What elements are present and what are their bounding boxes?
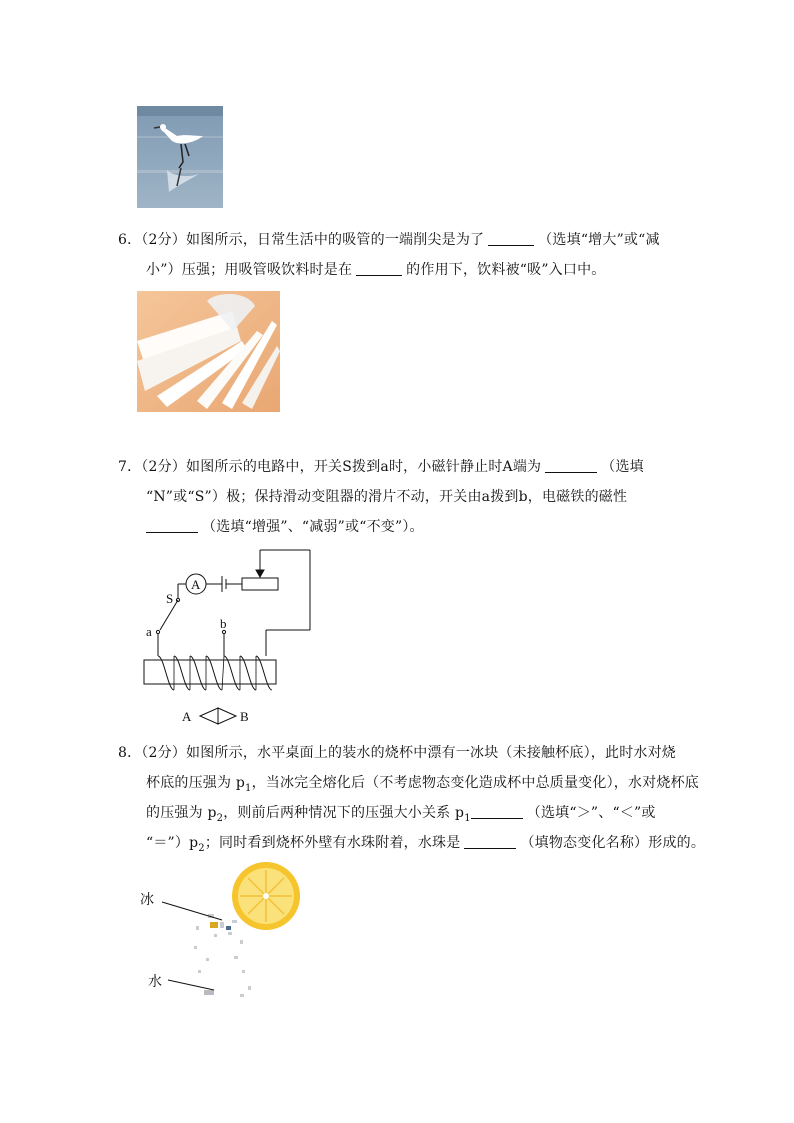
contact-a-label: a [146, 624, 152, 639]
label-water: 水 [148, 975, 162, 990]
q8-line1: 8．（2分）如图所示，水平桌面上的装水的烧杯中漂有一冰块（未接触杯底），此时水对烧 [118, 745, 677, 761]
q7-line2: “N”或“S”）极；保持滑动变阻器的滑片不动，开关由a拨到b，电磁铁的磁性 [146, 489, 628, 505]
q6-line2: 小”）压强；用吸管吸饮料时是在 的作用下，饮料被“吸”入口中。 [146, 262, 606, 278]
q7-blank-2[interactable] [146, 520, 198, 533]
q8-line3: 的压强为 $p_2$，则前后两种情况下的压强大小关系 $p_1$ （选填“＞”、“＜”或 [146, 805, 656, 824]
q8-blank-2[interactable] [464, 836, 516, 849]
egret-photo [137, 106, 223, 208]
q8-blank-1[interactable] [471, 806, 523, 819]
contact-b-label: b [220, 616, 227, 631]
label-ice: 冰 [140, 893, 154, 908]
straw-photo [137, 291, 280, 412]
q6-line1: 6．（2分）如图所示，日常生活中的吸管的一端削尖是为了 （选填“增大”或“减 [118, 232, 660, 248]
ammeter-label: A [191, 577, 201, 592]
q6-blank-1[interactable] [488, 233, 534, 246]
q7-line1: 7．（2分）如图所示的电路中，开关S拨到a时，小磁针静止时A端为 （选填 [118, 459, 644, 475]
q7-blank-1[interactable] [545, 460, 597, 473]
needle-pole-a: A [182, 709, 192, 724]
q8-line2: 杯底的压强为 $p_1$，当冰完全熔化后（不考虑物态变化造成杯中总质量变化），水对烧杯底 [146, 775, 699, 794]
circuit-diagram [138, 548, 318, 728]
q7-line3: （选填“增强”、“减弱”或“不变”）。 [146, 516, 424, 536]
switch-label: S [166, 591, 174, 606]
q8-line4: “$=”)p_2$；同时看到烧杯外壁有水珠附着，水珠是 （填物态变化名称）形成的。 [146, 835, 706, 854]
needle-pole-b: B [240, 709, 249, 724]
beaker-figure [136, 862, 306, 1012]
q6-blank-2[interactable] [356, 263, 402, 276]
